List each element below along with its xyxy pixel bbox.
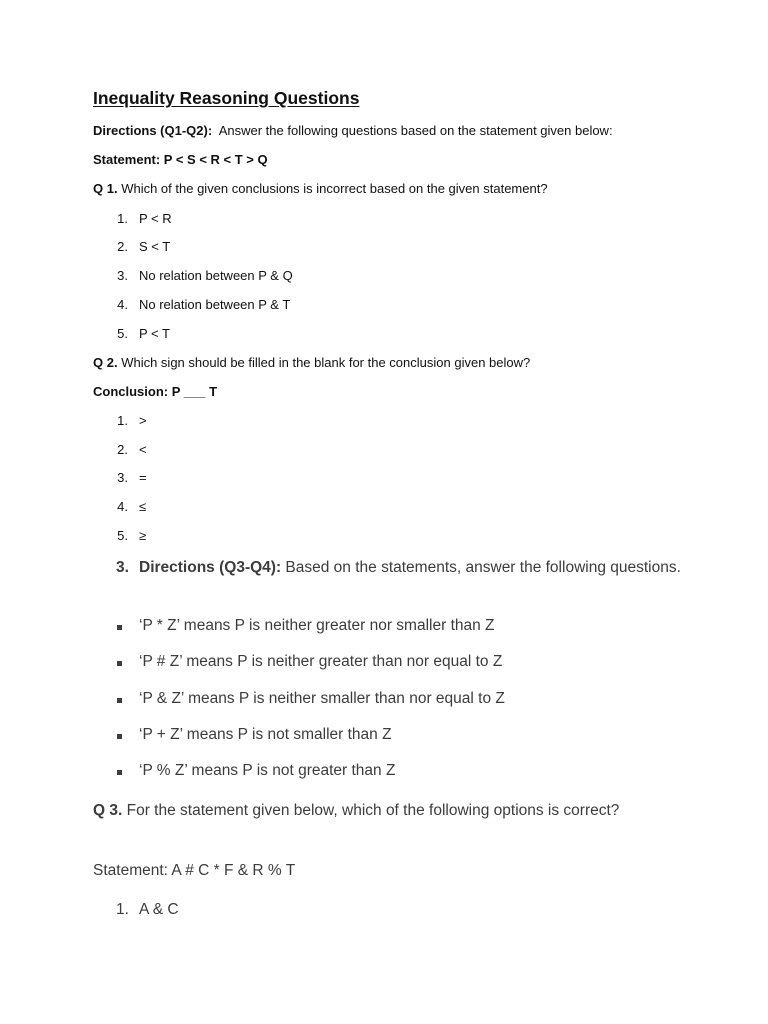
question-3 xyxy=(93,800,693,822)
directions-q3-q4 xyxy=(139,557,699,579)
directions-q1-q2 xyxy=(93,123,613,138)
option-number: 1. xyxy=(117,413,128,428)
directions-label: Directions (Q1-Q2): xyxy=(93,123,213,138)
option-number: 4. xyxy=(117,499,128,514)
option-number: 5. xyxy=(117,326,128,341)
statement-1: Statement: P < S < R < T > Q xyxy=(93,152,268,167)
conclusion: Conclusion: P ___ T xyxy=(93,384,218,399)
bullet-icon xyxy=(117,734,122,739)
directions-q3-q4-number: 3. xyxy=(116,559,129,576)
question-1-text: Which of the given conclusions is incorrect based on the given statement? xyxy=(121,181,548,196)
q2-option-2: < xyxy=(139,442,147,457)
q1-option-1: P < R xyxy=(139,211,172,226)
question-1-label: Q 1. xyxy=(93,181,118,196)
definition-item: ‘P & Z’ means P is neither smaller than nor equal to Z xyxy=(139,690,505,707)
q1-option-5: P < T xyxy=(139,326,170,341)
bullet-icon xyxy=(117,625,122,630)
bullet-icon xyxy=(117,698,122,703)
option-number: 4. xyxy=(117,297,128,312)
bullet-icon xyxy=(117,770,122,775)
statement-2: Statement: A # C * F & R % T xyxy=(93,862,296,879)
directions-q3-q4-label: Directions (Q3-Q4): xyxy=(139,559,282,576)
directions-q3-q4-text: Based on the statements, answer the following questions. xyxy=(285,559,681,576)
question-2 xyxy=(93,355,530,370)
option-number: 5. xyxy=(117,528,128,543)
definition-item: ‘P # Z’ means P is neither greater than nor equal to Z xyxy=(139,653,503,670)
question-3-label: Q 3. xyxy=(93,802,123,819)
directions-text: Answer the following questions based on the statement given below: xyxy=(218,123,613,138)
question-3-text: For the statement given below, which of the following options is correct? xyxy=(126,802,620,819)
option-number: 2. xyxy=(117,239,128,254)
bullet-icon xyxy=(117,661,122,666)
option-number: 1. xyxy=(117,211,128,226)
option-number: 2. xyxy=(117,442,128,457)
page-title: Inequality Reasoning Questions xyxy=(93,88,360,108)
definition-item: ‘P + Z’ means P is not smaller than Z xyxy=(139,726,392,743)
option-number: 1. xyxy=(116,901,129,918)
q2-option-1: > xyxy=(139,413,147,428)
definition-item: ‘P * Z’ means P is neither greater nor smaller than Z xyxy=(139,617,495,634)
q2-option-3: = xyxy=(139,470,147,485)
question-2-label: Q 2. xyxy=(93,355,118,370)
q1-option-2: S < T xyxy=(139,239,171,254)
q2-option-4: ≤ xyxy=(139,499,147,514)
q1-option-3: No relation between P & Q xyxy=(139,268,293,283)
q1-option-4: No relation between P & T xyxy=(139,297,291,312)
option-number: 3. xyxy=(117,470,128,485)
option-number: 3. xyxy=(117,268,128,283)
definition-item: ‘P % Z’ means P is not greater than Z xyxy=(139,762,396,779)
question-2-text: Which sign should be filled in the blank for the conclusion given below? xyxy=(121,355,531,370)
q3-option-1: A & C xyxy=(139,901,179,918)
question-1 xyxy=(93,181,548,196)
q2-option-5: ≥ xyxy=(139,528,147,543)
